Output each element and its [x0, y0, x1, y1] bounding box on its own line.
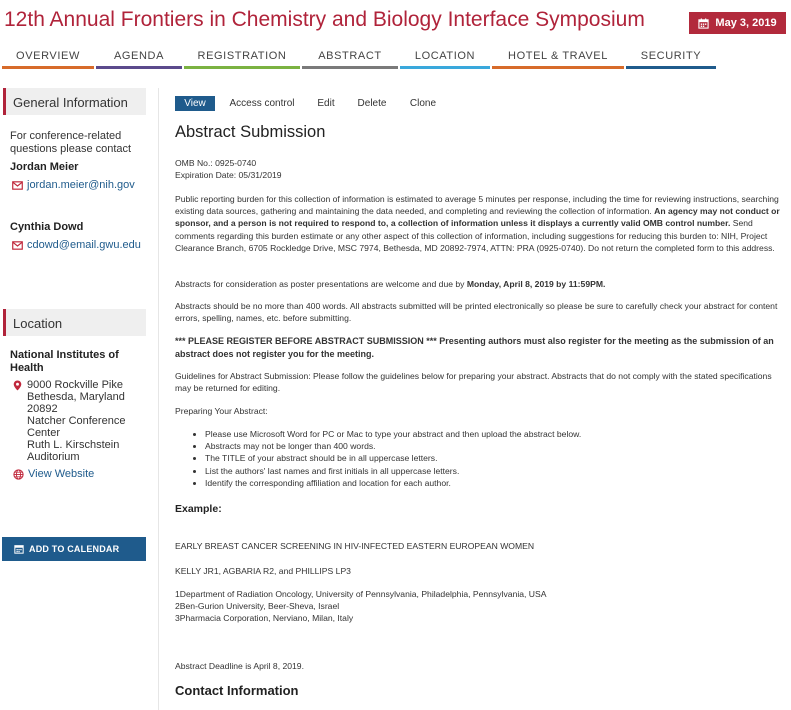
address-line: Bethesda, Maryland	[27, 391, 125, 403]
example-affiliations	[175, 588, 781, 625]
register-notice: *** PLEASE REGISTER BEFORE ABSTRACT SUBMISSION *** Presenting authors must also register for the meeting as the submission of an abstract does not register you for the meeting.	[175, 336, 774, 359]
nav-location[interactable]: LOCATION	[400, 47, 490, 69]
list-item: • List the authors' last names and first initials in all uppercase letters.	[205, 465, 781, 477]
tab-delete[interactable]: Delete	[357, 98, 387, 109]
view-website-link[interactable]: View Website	[13, 468, 94, 480]
nav-registration[interactable]: REGISTRATION	[184, 47, 300, 69]
word-limit-notice: Abstracts should be no more than 400 words. All abstracts submitted will be printed electronically so please be sure to carefully check your abstract for content errors, spelling, names, etc. before submitting.	[175, 301, 778, 324]
expiration-date: Expiration Date: 05/31/2019	[175, 170, 282, 180]
preparing-label: Preparing Your Abstract:	[175, 406, 268, 416]
nav-overview[interactable]: OVERVIEW	[2, 47, 94, 69]
address-line: Center	[27, 427, 61, 439]
tab-clone[interactable]: Clone	[409, 98, 437, 109]
map-pin-icon	[13, 380, 22, 391]
content-heading: Abstract Submission	[175, 123, 326, 141]
add-to-calendar-button[interactable]: ADD TO CALENDAR	[2, 537, 146, 561]
example-heading: Example:	[175, 503, 222, 515]
address-line: Ruth L. Kirschstein	[27, 439, 120, 451]
example-authors: KELLY JR1, AGBARIA R2, and PHILLIPS LP3	[175, 566, 351, 576]
contact-email-link-2[interactable]: cdowd@email.gwu.edu	[12, 239, 141, 251]
contact-email-link-1[interactable]: jordan.meier@nih.gov	[12, 179, 135, 191]
venue-name: National Institutes of Health	[10, 349, 119, 374]
list-item: • Abstracts may not be longer than 400 words.	[205, 440, 781, 452]
nav-security[interactable]: SECURITY	[626, 47, 716, 69]
abstract-deadline: Abstract Deadline is April 8, 2019.	[175, 661, 304, 671]
general-info-heading: General Information	[3, 88, 146, 115]
address-line: Natcher Conference	[27, 415, 126, 427]
burden-statement: Public reporting burden for this collection of information is estimated to average 5 minutes per response, including the time for reviewing instructions, searching existing data sources, gathering and maintaining the data needed, and completing and reviewing the collection of information. An agency may not conduct or sponsor, and a person is not required to respond to, a collection of information unless it displays a currently valid OMB control number. Send comments regarding this burden estimate or any other aspect of this collection of information, including suggestions for reducing this burden to: NIH, Project Clearance Branch, 6705 Rockledge Drive, MSC 7974, Bethesda, MD 20892-7974, ATTN: PRA (0925-0740). Do not return the completed form to this address.	[175, 194, 780, 253]
affiliation-line: 1Department of Radiation Oncology, University of Pennsylvania, Philadelphia, Pennsylvania, USA	[175, 589, 547, 599]
guidelines-text: Guidelines for Abstract Submission: Please follow the guidelines below for preparing your abstract. Abstracts that do not comply with the stated specifications may be returned for editing.	[175, 371, 772, 394]
venue-address	[13, 379, 125, 463]
affiliation-line: 3Pharmacia Corporation, Nerviano, Milan, Italy	[175, 613, 354, 624]
date-label: May 3, 2019	[715, 17, 777, 29]
address-line: 9000 Rockville Pike	[27, 379, 123, 391]
location-heading: Location	[3, 309, 146, 336]
contact-heading: Contact Information	[175, 683, 299, 698]
address-line: Auditorium	[27, 451, 80, 463]
omb-number: OMB No.: 0925-0740	[175, 158, 257, 168]
calendar-icon	[698, 18, 709, 29]
requirements-list	[175, 428, 781, 489]
contact-intro: For conference-related questions please contact	[10, 130, 132, 155]
envelope-icon	[12, 240, 23, 251]
nav-hotel-travel[interactable]: HOTEL & TRAVEL	[492, 47, 624, 69]
nav-agenda[interactable]: AGENDA	[96, 47, 182, 69]
nav-abstract[interactable]: ABSTRACT	[302, 47, 398, 69]
tab-edit[interactable]: Edit	[317, 98, 335, 109]
contact-name-2: Cynthia Dowd	[10, 221, 84, 233]
date-badge	[689, 12, 786, 34]
example-title: EARLY BREAST CANCER SCREENING IN HIV-INFECTED EASTERN EUROPEAN WOMEN	[175, 541, 535, 551]
list-item: • Please use Microsoft Word for PC or Mac to type your abstract and then upload the abstract below.	[205, 428, 781, 440]
column-divider	[158, 88, 159, 710]
tab-view[interactable]: View	[175, 96, 215, 111]
list-item: • The TITLE of your abstract should be in all uppercase letters.	[205, 452, 781, 464]
contact-name-1: Jordan Meier	[10, 161, 79, 173]
address-line: 20892	[27, 403, 58, 415]
envelope-icon	[12, 180, 23, 191]
page-title: 12th Annual Frontiers in Chemistry and Biology Interface Symposium	[4, 8, 645, 31]
calendar-icon	[14, 544, 24, 554]
list-item: • Identify the corresponding affiliation and location for each author.	[205, 477, 781, 489]
tab-access-control[interactable]: Access control	[229, 98, 295, 109]
globe-icon	[13, 469, 24, 480]
affiliation-line: 2Ben-Gurion University, Beer-Sheva, Israel	[175, 601, 340, 612]
poster-notice: Abstracts for consideration as poster presentations are welcome and due by Monday, April 8, 2019 by 11:59PM.	[175, 279, 606, 289]
